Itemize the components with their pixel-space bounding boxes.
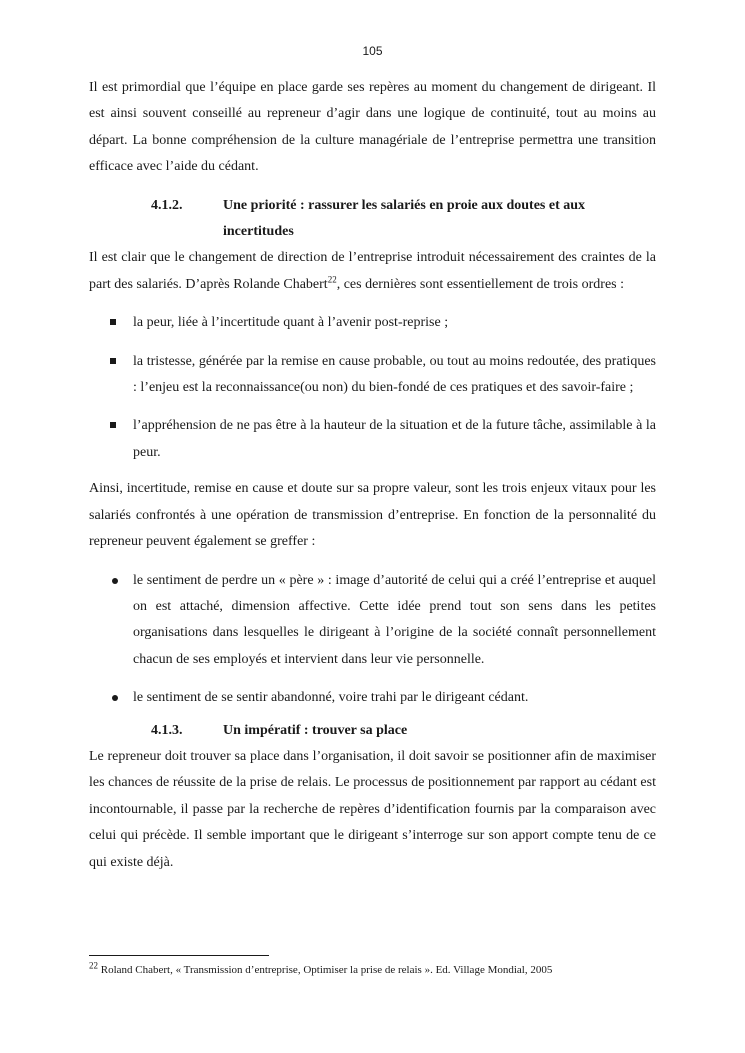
paragraph-continuity: Il est primordial que l’équipe en place garde ses repères au moment du changement de dirigeant. Il est ainsi souvent conseillé au repreneur d’agir dans une logique de continuité, tout au moins au départ. La bonne compréhension de la culture managériale de l’entreprise permettra une transition efficace avec l’aide du cédant. — [89, 80, 656, 175]
footnote-mark: 22 — [89, 960, 98, 971]
round-bullet-icon — [112, 695, 118, 701]
body-text — [89, 75, 656, 876]
list-item — [89, 568, 656, 674]
list-item — [89, 349, 656, 402]
paragraph-text: Il est clair que le changement de direction de l’entreprise introduit nécessairement des craintes de la part des salariés. D’après Rolande Chabert — [89, 250, 656, 292]
round-bullet-icon — [112, 578, 118, 584]
square-bullet-icon — [110, 319, 116, 325]
list-item-text: le sentiment de se sentir abandonné, voire trahi par le dirigeant cédant. — [133, 690, 529, 706]
footnote-reference: 22 — [327, 274, 337, 285]
footnote-separator — [89, 955, 269, 956]
list-item — [89, 685, 656, 711]
list-item — [89, 413, 656, 466]
list-item-text: le sentiment de perdre un « père » : image d’autorité de celui qui a créé l’entreprise et auquel on est attaché, dimension affective. Cette idée prend tout son sens dans les petites organisations dans lesquelles le dirigeant à l’origine de la société connaît personnellement chacun de ses employés et intervient dans leur vie personnelle. — [133, 572, 656, 667]
square-bullet-icon — [110, 358, 116, 364]
page-number: 105 — [362, 44, 383, 58]
paragraph-text: , ces dernières sont essentiellement de trois ordres : — [336, 276, 625, 292]
footnote-text: Roland Chabert, « Transmission d’entreprise, Optimiser la prise de relais ». Ed. Village Mondial, 2005 — [98, 964, 553, 976]
footnote — [89, 960, 689, 977]
section-heading-4-1-3 — [89, 718, 656, 744]
fears-list — [89, 310, 656, 466]
square-bullet-icon — [110, 422, 116, 428]
list-item-text: la tristesse, générée par la remise en cause probable, ou tout au moins redoutée, des pratiques : l’enjeu est la reconnaissance(ou non) du bien-fondé de ces pratiques et des savoir-faire ; — [133, 353, 656, 396]
section-number: 4.1.2. — [151, 197, 183, 213]
section-title: Une priorité : rassurer les salariés en proie aux doutes et aux incertitudes — [223, 197, 586, 240]
paragraph-stakes: Ainsi, incertitude, remise en cause et doute sur sa propre valeur, sont les trois enjeux vitaux pour les salariés confrontés à une opération de transmission d’entreprise. En fonction de la personnalité du repreneur peuvent également se greffer : — [89, 481, 656, 550]
section-number: 4.1.3. — [151, 722, 183, 738]
section-title: Un impératif : trouver sa place — [223, 722, 408, 738]
list-item-text: la peur, liée à l’incertitude quant à l’avenir post-reprise ; — [133, 315, 449, 331]
paragraph-fears-intro — [89, 245, 656, 298]
feelings-list — [89, 568, 656, 712]
list-item — [89, 310, 656, 336]
paragraph-finding-place: Le repreneur doit trouver sa place dans l’organisation, il doit savoir se positionner afin de maximiser les chances de réussite de la prise de relais. Le processus de positionnement par rapport au cédant est incontournable, il passe par la recherche de repères d’identification fournis par la comparaison avec celui qui précède. Il semble important que le dirigeant s’interroge sur son apport compte tenu de ce qui existe déjà. — [89, 748, 656, 870]
list-item-text: l’appréhension de ne pas être à la hauteur de la situation et de la future tâche, assimilable à la peur. — [133, 418, 656, 460]
section-heading-4-1-2 — [89, 193, 656, 246]
